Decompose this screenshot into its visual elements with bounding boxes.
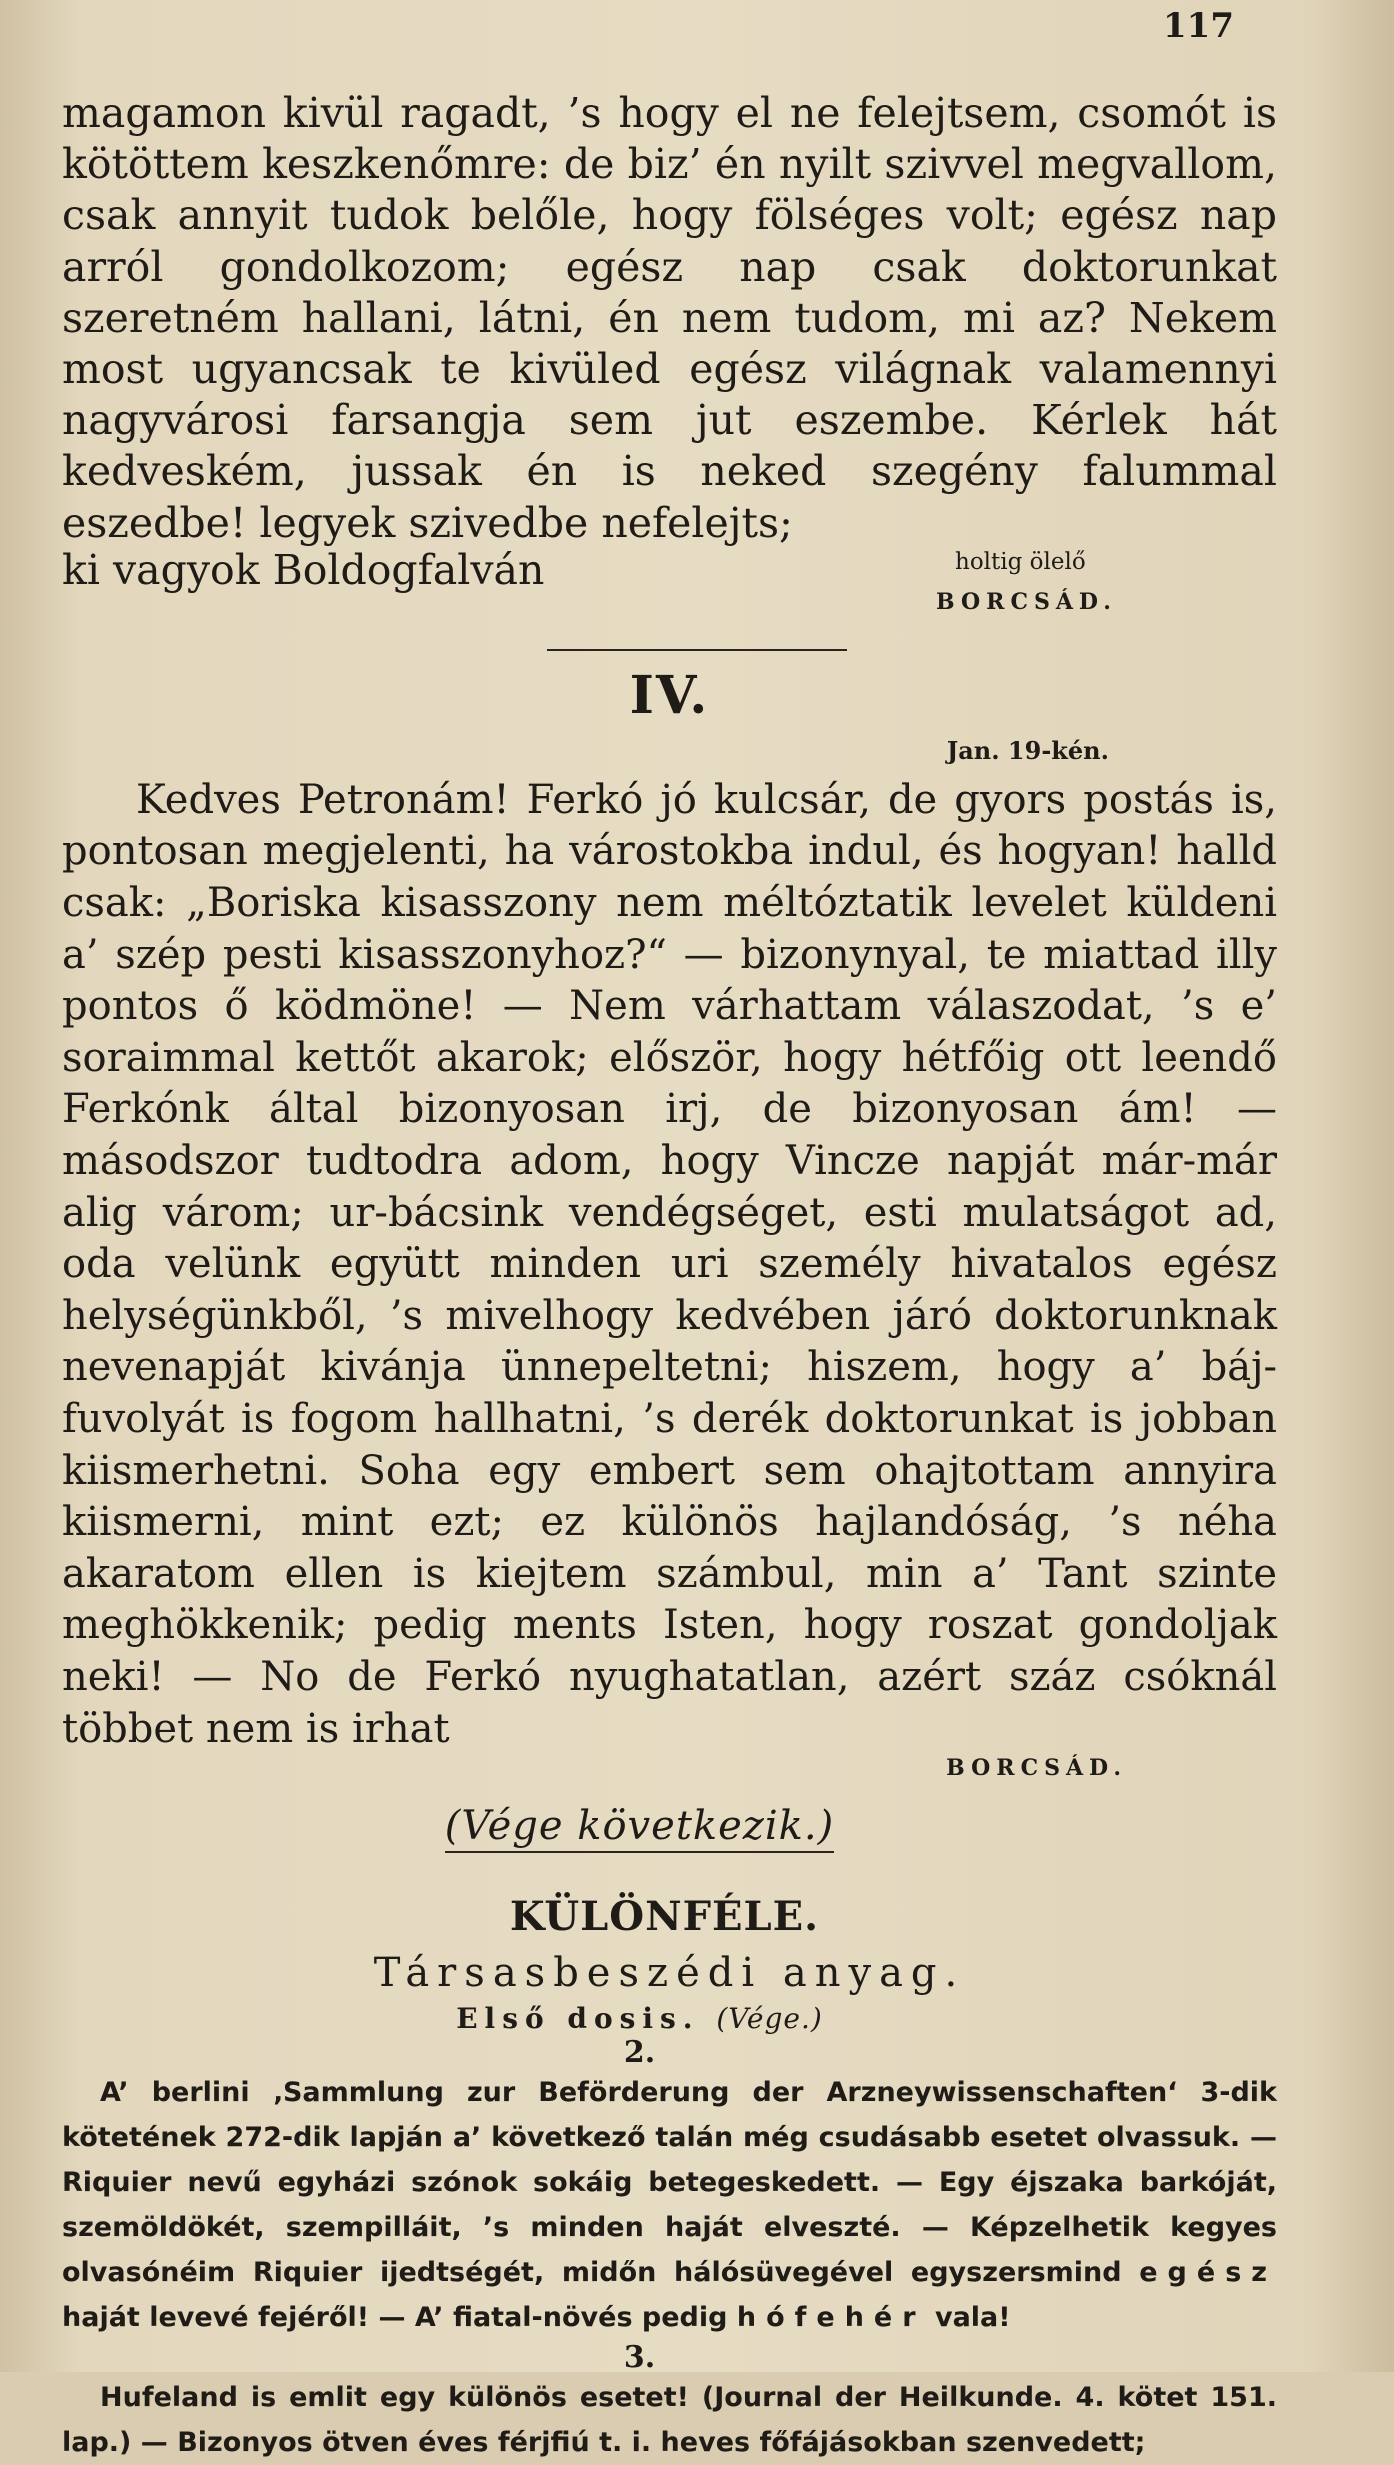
- item-number-2: 2.: [623, 2035, 656, 2071]
- item2-text-c: vala!: [934, 2302, 1011, 2334]
- item-paragraph-3: Hufeland is emlit egy különös esetet! (Journal der Heilkunde. 4. kötet 151. lap.) — Bizonyos ötven éves férjfiú t. i. heves főfájásokban szenvedett;: [62, 2382, 1277, 2459]
- letter-date: Jan. 19-kén.: [946, 735, 1109, 765]
- dosis-note: (Vége.): [716, 2002, 823, 2036]
- item2-spaced-word-2: hófehér: [736, 2302, 926, 2334]
- section-heading: KÜLÖNFÉLE.: [509, 1893, 820, 1941]
- letter-signature-2: BORCSÁD.: [946, 1755, 1127, 1782]
- page-body: [62, 88, 1277, 2465]
- continuation-text: (Vége következik.): [445, 1803, 834, 1853]
- separator-rule: [547, 649, 847, 651]
- letter-closing: [62, 545, 1277, 649]
- letter-closing-phrase: holtig ölelő: [955, 548, 1086, 575]
- continuation-note: [2, 1803, 1277, 1849]
- item-number-3: 3.: [623, 2340, 656, 2376]
- page-number: 117: [1163, 6, 1234, 46]
- letter-last-line: ki vagyok Boldogfalván: [62, 545, 545, 594]
- letter-signature: BORCSÁD.: [936, 588, 1117, 615]
- dosis-line: [2, 2002, 1277, 2035]
- item2-text-b: haját levevé fejéről! — A’ fiatal-növés pedig: [62, 2302, 728, 2334]
- section-numeral: IV.: [629, 664, 710, 726]
- item2-text-a: A’ berlini ‚Sammlung zur Beförderung der Arzneywissenschaften‘ 3-dik kötetének 272-dik lapján a’ következő talán még csudásabb esetet olvassuk. — Riquier nevű egyházi szónok sokáig betegeskedett. — Egy éjszaka barkóját, szemöldökét, szempilláit, ’s minden haját elveszté. — Képzelhetik kegyes olvasónéim Riquier ijedtségét, midőn hálósüvegével egyszersmind: [62, 2077, 1277, 2289]
- item2-spaced-word-1: egész: [1139, 2257, 1277, 2289]
- dosis-label: Első dosis.: [456, 2002, 700, 2036]
- letter-paragraph-2: Kedves Petronám! Ferkó jó kulcsár, de gyors postás is, pontosan megjelenti, ha várostokba indul, és hogyan! halld csak: „Boriska kisasszony nem méltóztatik levelet küldeni a’ szép pesti kisasszonyhoz?“ — bizonynyal, te miattad illy pontos ő ködmöne! — Nem várhattam válaszodat, ’s e’ soraimmal kettőt akarok; először, hogy hétfőig ott leendő Ferkónk által bizonyosan irj, de bizonyosan ám! — másodszor tudtodra adom, hogy Vincze napját már-már alig várom; ur-bácsink vendégséget, esti mulatságot ad, oda velünk együtt minden uri személy hivatalos egész helységünkből, ’s mivelhogy kedvében járó doktorunknak nevenapját kivánja ünnepeltetni; hiszem, hogy a’ báj-fuvolyát is fogom hallhatni, ’s derék doktorunkat is jobban kiismerhetni. Soha egy embert sem ohajtottam annyira kiismerni, mint ezt; ez különös hajlandóság, ’s néha akaratom ellen is kiejtem számbul, min a’ Tant szinte meghökkenik; pedig ments Isten, hogy roszat gondoljak neki! — No de Ferkó nyughatatlan, azért száz csóknál többet nem is irhat: [62, 776, 1277, 1752]
- letter-paragraph: magamon kivül ragadt, ’s hogy el ne felejtsem, csomót is kötöttem keszkenőmre: de biz’ én nyilt szivvel megvallom, csak annyit tudok belőle, hogy fölséges volt; egész nap arról gondolkozom; egész nap csak doktorunkat szeretném hallani, látni, én nem tudom, mi az? Nekem most ugyancsak te kivüled egész világnak valamennyi nagyvárosi farsangja sem jut eszembe. Kérlek hát kedveském, jussak én is neked szegény falummal eszedbe! legyek szivedbe nefelejts;: [62, 89, 1277, 547]
- section-subheading: Társasbeszédi anyag.: [373, 1950, 966, 1997]
- item-paragraph-2: [62, 2070, 1277, 2340]
